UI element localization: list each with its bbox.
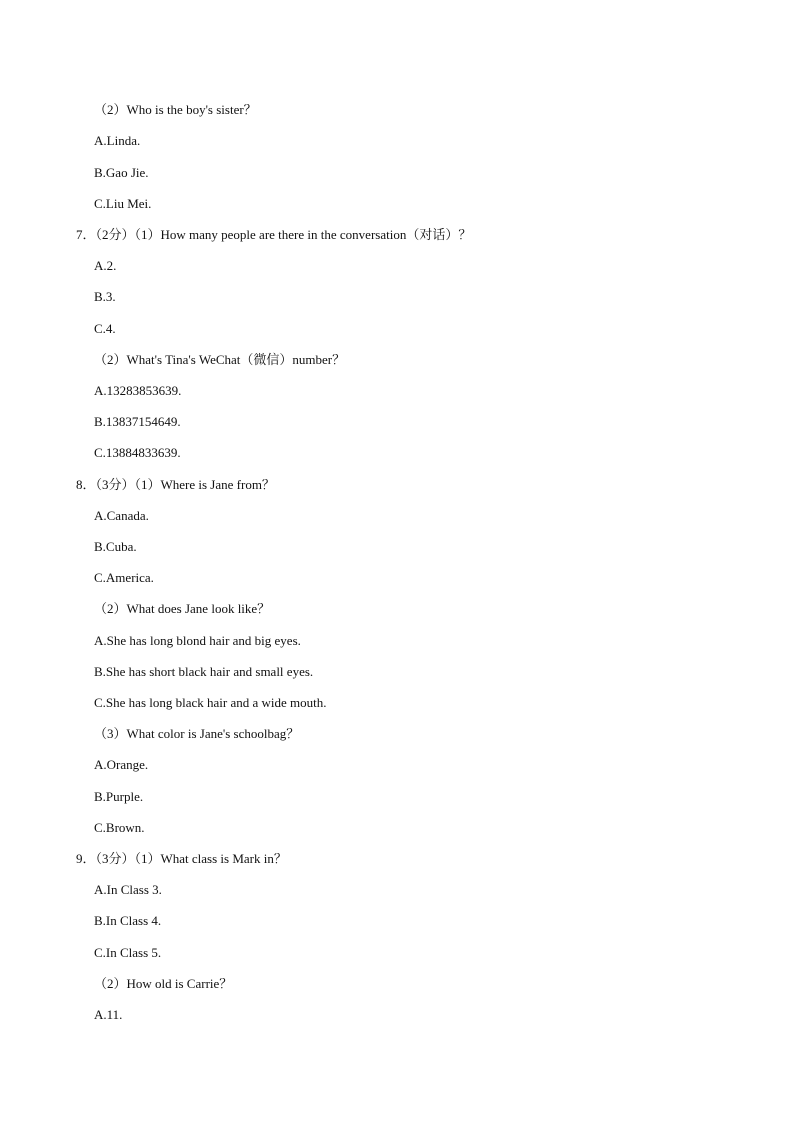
q8-sub2-question: （2）What does Jane look like？ — [94, 601, 271, 616]
q8-header: 8．（3分）（1）Where is Jane from？ — [76, 477, 275, 492]
q9-sub1-option-b: B.In Class 4. — [94, 913, 162, 928]
q8-sub3-option-c: C.Brown. — [94, 820, 145, 835]
q7-sub2-option-a: A.13283853639. — [94, 383, 182, 398]
q7-sub2-question: （2）What's Tina's WeChat（微信）number？ — [94, 352, 346, 367]
q8-sub2-option-a: A.She has long blond hair and big eyes. — [94, 633, 301, 648]
q8-sub2-option-c: C.She has long black hair and a wide mouth. — [94, 695, 327, 710]
q8-sub1-option-a: A.Canada. — [94, 508, 149, 523]
q6-sub2-option-c: C.Liu Mei. — [94, 196, 152, 211]
q9-sub1-option-a: A.In Class 3. — [94, 882, 162, 897]
q6-sub2-question: （2）Who is the boy's sister？ — [94, 102, 257, 117]
q7-sub2-option-c: C.13884833639. — [94, 445, 181, 460]
q7-sub1-option-b: B.3. — [94, 289, 116, 304]
q8-sub3-option-b: B.Purple. — [94, 789, 144, 804]
q8-sub3-question: （3）What color is Jane's schoolbag？ — [94, 726, 300, 741]
q8-sub3-option-a: A.Orange. — [94, 757, 149, 772]
q9-sub2-option-a: A.11. — [94, 1007, 123, 1022]
q7-sub2-option-b: B.13837154649. — [94, 414, 181, 429]
q6-sub2-option-b: B.Gao Jie. — [94, 165, 149, 180]
q7-sub1-option-a: A.2. — [94, 258, 117, 273]
q8-sub2-option-b: B.She has short black hair and small eyes. — [94, 664, 314, 679]
q7-sub1-option-c: C.4. — [94, 321, 116, 336]
q8-sub1-option-b: B.Cuba. — [94, 539, 137, 554]
q7-header: 7．（2分）（1）How many people are there in the conversation（对话）？ — [76, 227, 472, 242]
q8-sub1-option-c: C.America. — [94, 570, 154, 585]
q9-header: 9．（3分）（1）What class is Mark in？ — [76, 851, 287, 866]
q6-sub2-option-a: A.Linda. — [94, 133, 141, 148]
q9-sub1-option-c: C.In Class 5. — [94, 945, 162, 960]
q9-sub2-question: （2）How old is Carrie？ — [94, 976, 233, 991]
